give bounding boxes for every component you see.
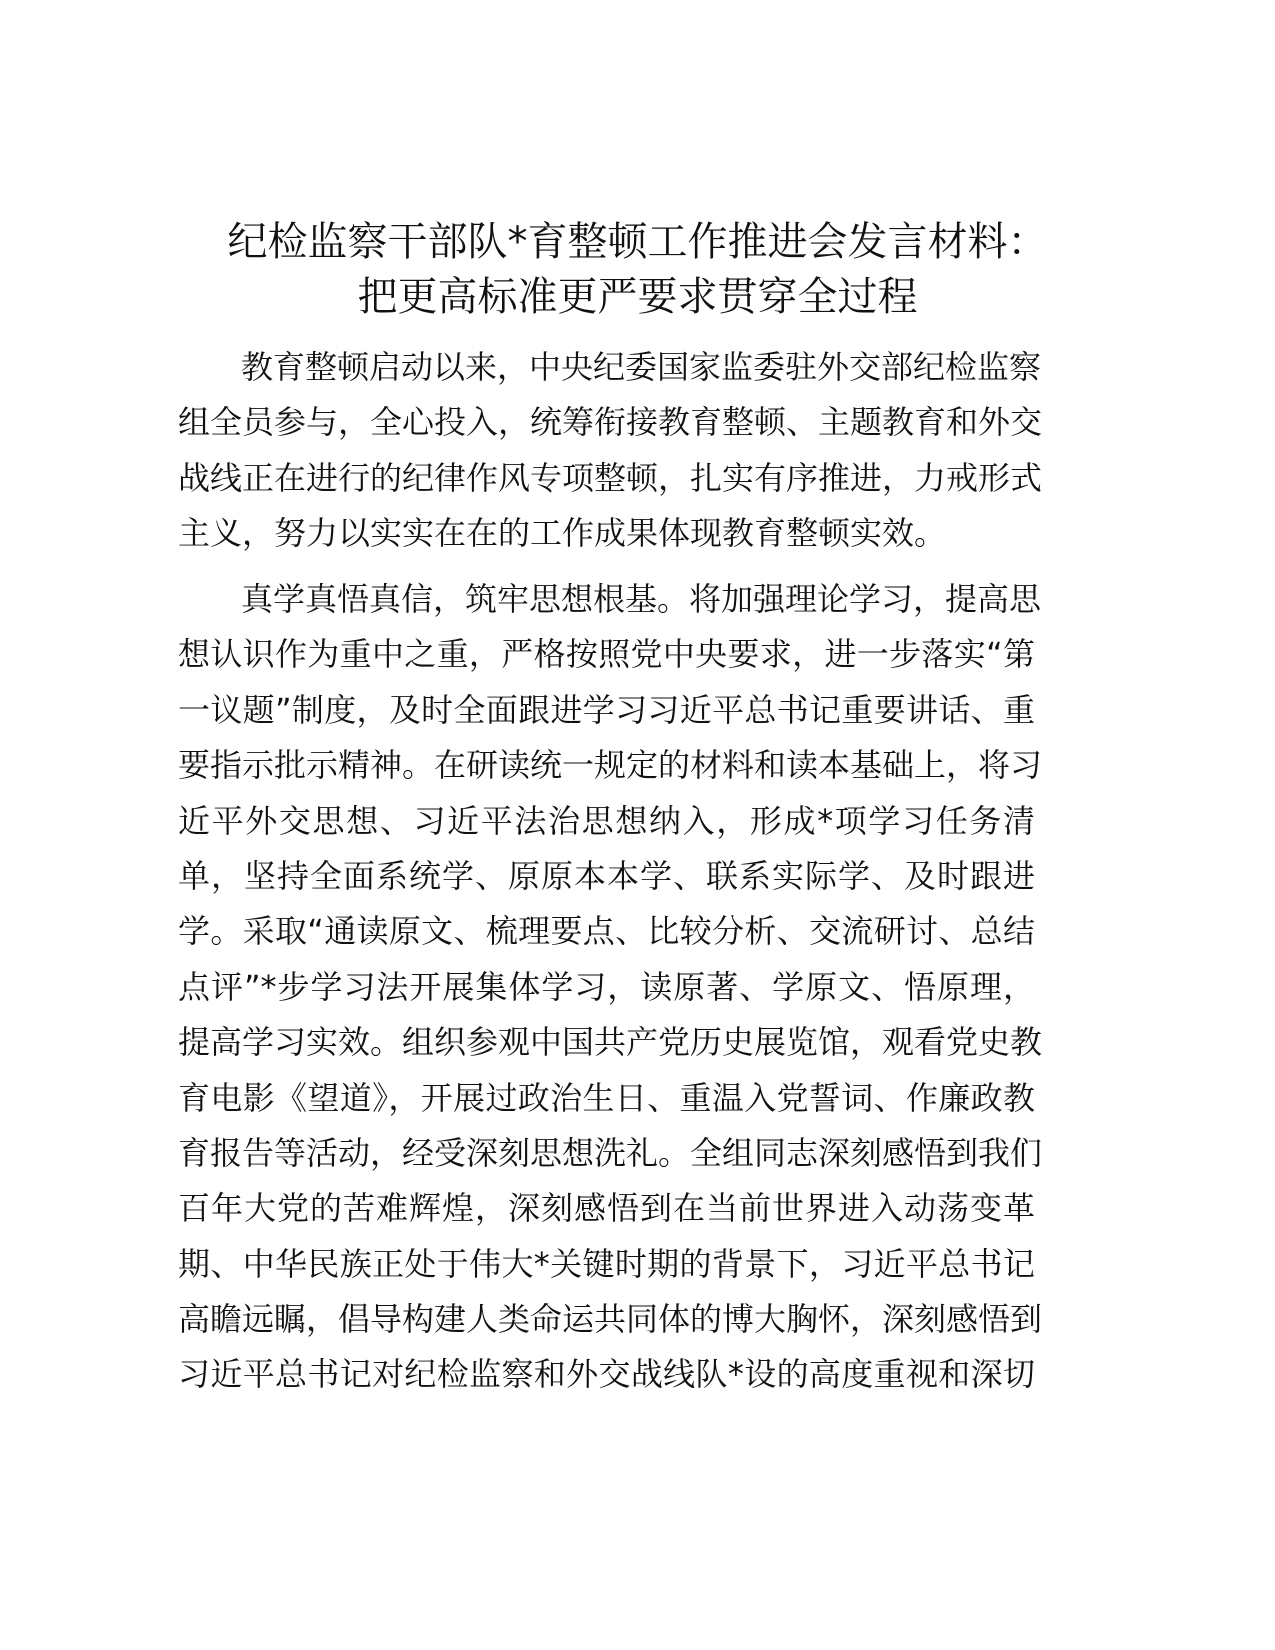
- paragraph-line: 点评”*步学习法开展集体学习，读原著、学原文、悟原理，: [178, 967, 1035, 1006]
- title-line-1: 纪检监察干部队*育整顿工作推进会发言材料：: [227, 219, 1048, 265]
- paragraph-1: [178, 340, 1043, 562]
- paragraph-line: 育电影《望道》，开展过政治生日、重温入党誓词、作廉政教: [178, 1078, 1035, 1117]
- paragraph-line: 百年大党的苦难辉煌，深刻感悟到在当前世界进入动荡变革: [178, 1189, 1035, 1228]
- paragraph-line: 一议题”制度，及时全面跟进学习习近平总书记重要讲话、重: [178, 690, 1035, 729]
- paragraph-2: [178, 572, 1043, 1403]
- paragraph-line: 战线正在进行的纪律作风专项整顿，扎实有序推进，力戒形式: [178, 458, 1043, 497]
- paragraph-line: 单，坚持全面系统学、原原本本学、联系实际学、及时跟进: [178, 856, 1035, 895]
- title-line-2: 把更高标准更严要求贯穿全过程: [357, 274, 918, 320]
- paragraph-line: 育报告等活动，经受深刻思想洗礼。全组同志深刻感悟到我们: [178, 1133, 1043, 1172]
- paragraph-line: 学。采取“通读原文、梳理要点、比较分析、交流研讨、总结: [178, 912, 1035, 951]
- paragraph-line: 真学真悟真信，筑牢思想根基。将加强理论学习，提高思: [241, 580, 1042, 618]
- paragraph-line: 期、中华民族正处于伟大*关键时期的背景下，习近平总书记: [178, 1244, 1035, 1283]
- paragraph-line: 习近平总书记对纪检监察和外交战线队*设的高度重视和深切: [178, 1355, 1035, 1394]
- paragraph-line: 近平外交思想、习近平法治思想纳入，形成*项学习任务清: [178, 801, 1035, 840]
- paragraph-line: 想认识作为重中之重，严格按照党中央要求，进一步落实“第: [178, 635, 1035, 674]
- paragraph-line: 要指示批示精神。在研读统一规定的材料和读本基础上，将习: [178, 746, 1043, 785]
- paragraph-line: 组全员参与，全心投入，统筹衔接教育整顿、主题教育和外交: [178, 403, 1043, 442]
- paragraph-line: 高瞻远瞩，倡导构建人类命运共同体的博大胸怀，深刻感悟到: [178, 1300, 1043, 1339]
- paragraph-line: 提高学习实效。组织参观中国共产党历史展览馆，观看党史教: [178, 1023, 1043, 1062]
- paragraph-line: 主义，努力以实实在在的工作成果体现教育整顿实效。: [178, 514, 947, 553]
- paragraph-line: 教育整顿启动以来，中央纪委国家监委驻外交部纪检监察: [241, 348, 1042, 386]
- document-title: [150, 215, 1125, 325]
